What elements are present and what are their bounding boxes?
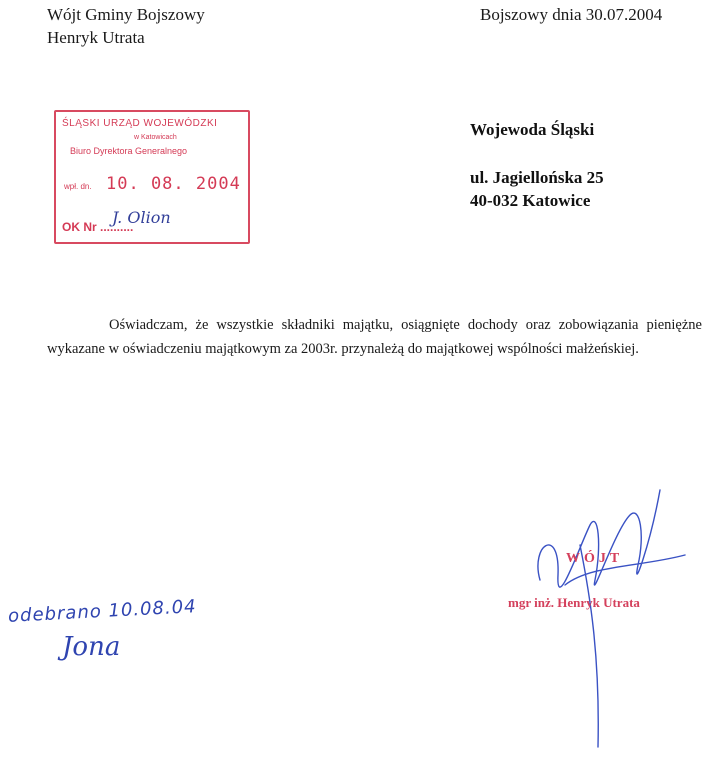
- stamp-ok-label: OK Nr ..........: [62, 220, 134, 234]
- sender-name: Henryk Utrata: [47, 28, 145, 47]
- signature-name: mgr inż. Henryk Utrata: [508, 595, 640, 610]
- stamp-received-date: 10. 08. 2004: [106, 174, 241, 194]
- received-stamp: [54, 110, 250, 244]
- signature-title: WÓJT: [566, 551, 624, 566]
- signature-scribble-icon: [520, 485, 695, 750]
- stamp-office: ŚLĄSKI URZĄD WOJEWÓDZKI: [62, 118, 218, 129]
- stamp-ok-signature: J. Olion: [112, 208, 171, 227]
- place-date: Bojszowy dnia 30.07.2004: [480, 5, 663, 24]
- handwritten-received-note: odebrano 10.08.04: [7, 596, 198, 627]
- declaration-paragraph: Oświadczam, że wszystkie składniki majątku, osiągnięte dochody oraz zobowiązania pieniężne wykazane w oświadczeniu majątkowym za 2003r. przynależą do majątkowej wspólności małżeńskiej.: [47, 317, 702, 357]
- sender-title: Wójt Gminy Bojszowy: [47, 5, 205, 24]
- recipient-street: ul. Jagiellońska 25: [470, 168, 604, 187]
- recipient-name: Wojewoda Śląski: [470, 120, 595, 139]
- recipient-city: 40-032 Katowice: [470, 191, 591, 210]
- handwritten-initials: Jona: [62, 632, 121, 662]
- stamp-city: w Katowicach: [134, 134, 177, 141]
- stamp-received-label: wpł. dn.: [64, 182, 92, 191]
- stamp-department: Biuro Dyrektora Generalnego: [70, 146, 188, 156]
